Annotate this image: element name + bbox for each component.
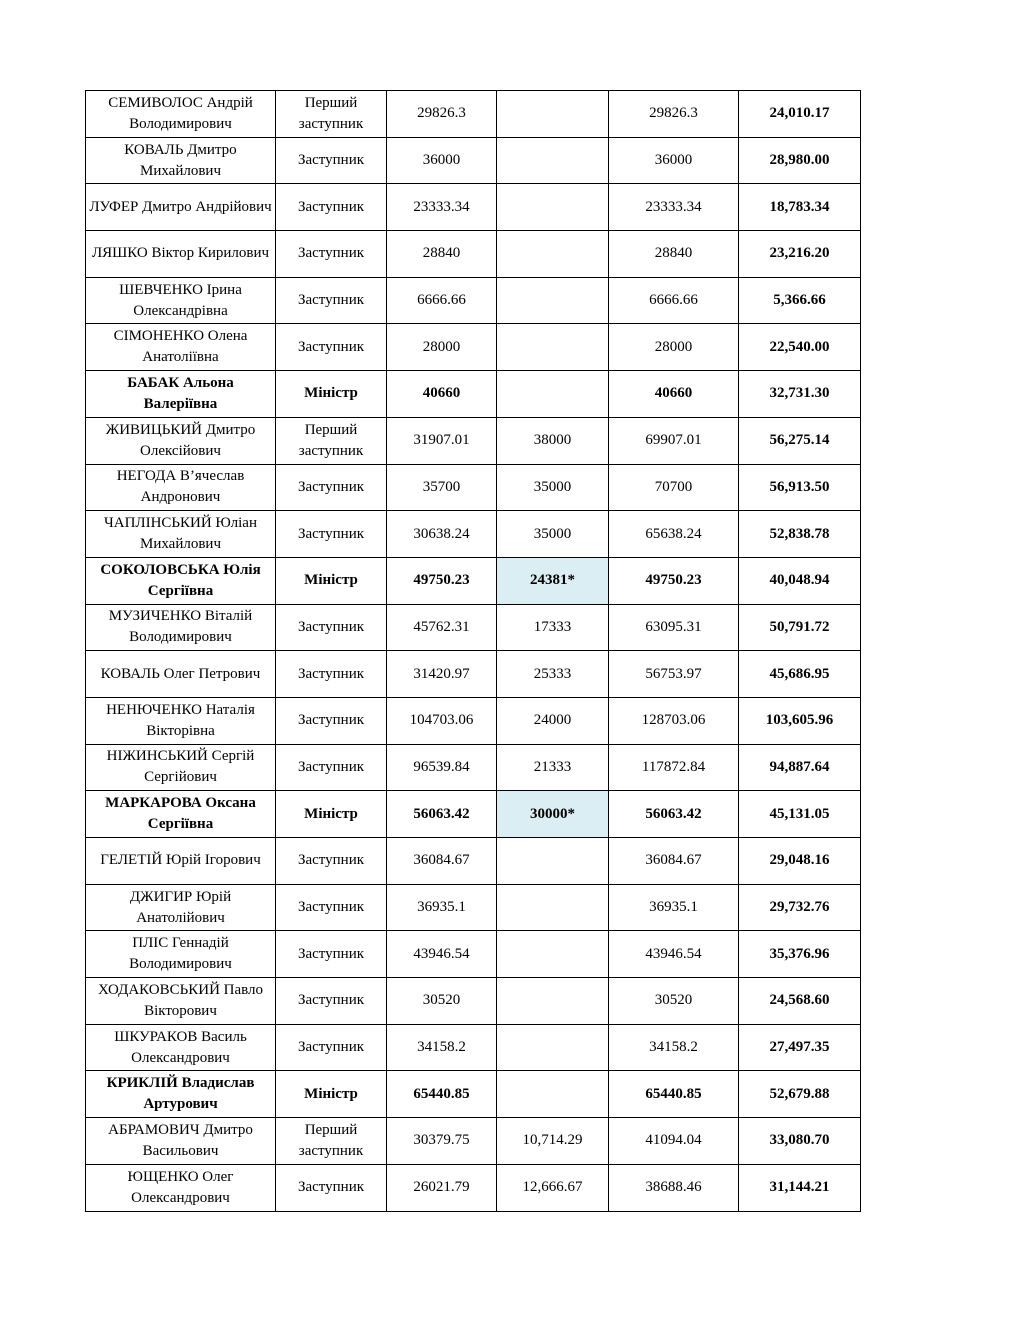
bonus-cell xyxy=(497,91,609,138)
table-row xyxy=(86,978,861,1025)
name-cell: СОКОЛОВСЬКА Юлія Сергіївна xyxy=(86,557,276,604)
total-cell: 49750.23 xyxy=(609,557,739,604)
table-row xyxy=(86,1071,861,1118)
name-cell: ШЕВЧЕНКО Ірина Олександрівна xyxy=(86,277,276,324)
name-cell: НІЖИНСЬКИЙ Сергій Сергійович xyxy=(86,744,276,791)
salary-cell: 30379.75 xyxy=(387,1118,497,1165)
table-row xyxy=(86,884,861,931)
table-row xyxy=(86,1164,861,1211)
salary-cell: 30520 xyxy=(387,978,497,1025)
total-cell: 63095.31 xyxy=(609,604,739,651)
bonus-cell: 10,714.29 xyxy=(497,1118,609,1165)
position-cell: Міністр xyxy=(276,371,387,418)
name-cell: АБРАМОВИЧ Дмитро Васильович xyxy=(86,1118,276,1165)
salary-cell: 96539.84 xyxy=(387,744,497,791)
position-cell: Міністр xyxy=(276,557,387,604)
position-cell: Заступник xyxy=(276,184,387,231)
salary-table-body xyxy=(86,91,861,1212)
name-cell: НЕНЮЧЕНКО Наталія Вікторівна xyxy=(86,697,276,744)
salary-cell: 65440.85 xyxy=(387,1071,497,1118)
net-amount-cell: 27,497.35 xyxy=(739,1024,861,1071)
net-amount-cell: 52,838.78 xyxy=(739,511,861,558)
total-cell: 65638.24 xyxy=(609,511,739,558)
net-amount-cell: 94,887.64 xyxy=(739,744,861,791)
net-amount-cell: 33,080.70 xyxy=(739,1118,861,1165)
table-row xyxy=(86,1024,861,1071)
position-cell: Заступник xyxy=(276,978,387,1025)
table-row xyxy=(86,651,861,698)
table-row xyxy=(86,91,861,138)
net-amount-cell: 35,376.96 xyxy=(739,931,861,978)
position-cell: Заступник xyxy=(276,231,387,278)
position-cell: Перший заступник xyxy=(276,417,387,464)
bonus-cell xyxy=(497,838,609,885)
salary-cell: 26021.79 xyxy=(387,1164,497,1211)
bonus-cell xyxy=(497,184,609,231)
total-cell: 28840 xyxy=(609,231,739,278)
name-cell: ПЛІС Геннадій Володимирович xyxy=(86,931,276,978)
name-cell: ШКУРАКОВ Василь Олександрович xyxy=(86,1024,276,1071)
bonus-cell xyxy=(497,1071,609,1118)
total-cell: 70700 xyxy=(609,464,739,511)
net-amount-cell: 40,048.94 xyxy=(739,557,861,604)
position-cell: Заступник xyxy=(276,884,387,931)
bonus-cell xyxy=(497,324,609,371)
name-cell: ЮЩЕНКО Олег Олександрович xyxy=(86,1164,276,1211)
net-amount-cell: 22,540.00 xyxy=(739,324,861,371)
net-amount-cell: 24,010.17 xyxy=(739,91,861,138)
table-row xyxy=(86,557,861,604)
position-cell: Заступник xyxy=(276,324,387,371)
total-cell: 30520 xyxy=(609,978,739,1025)
net-amount-cell: 56,275.14 xyxy=(739,417,861,464)
bonus-cell: 30000* xyxy=(497,791,609,838)
name-cell: КОВАЛЬ Дмитро Михайлович xyxy=(86,137,276,184)
net-amount-cell: 32,731.30 xyxy=(739,371,861,418)
bonus-cell xyxy=(497,884,609,931)
table-row xyxy=(86,137,861,184)
bonus-cell xyxy=(497,1024,609,1071)
bonus-cell xyxy=(497,978,609,1025)
bonus-cell: 17333 xyxy=(497,604,609,651)
salary-cell: 35700 xyxy=(387,464,497,511)
position-cell: Заступник xyxy=(276,651,387,698)
total-cell: 38688.46 xyxy=(609,1164,739,1211)
total-cell: 28000 xyxy=(609,324,739,371)
net-amount-cell: 29,048.16 xyxy=(739,838,861,885)
name-cell: ХОДАКОВСЬКИЙ Павло Вікторович xyxy=(86,978,276,1025)
position-cell: Заступник xyxy=(276,137,387,184)
table-row xyxy=(86,371,861,418)
total-cell: 128703.06 xyxy=(609,697,739,744)
net-amount-cell: 50,791.72 xyxy=(739,604,861,651)
bonus-cell: 25333 xyxy=(497,651,609,698)
salary-cell: 40660 xyxy=(387,371,497,418)
table-row xyxy=(86,277,861,324)
bonus-cell: 24381* xyxy=(497,557,609,604)
net-amount-cell: 56,913.50 xyxy=(739,464,861,511)
total-cell: 36084.67 xyxy=(609,838,739,885)
position-cell: Заступник xyxy=(276,931,387,978)
total-cell: 36935.1 xyxy=(609,884,739,931)
salary-cell: 34158.2 xyxy=(387,1024,497,1071)
net-amount-cell: 45,131.05 xyxy=(739,791,861,838)
position-cell: Заступник xyxy=(276,838,387,885)
total-cell: 34158.2 xyxy=(609,1024,739,1071)
table-row xyxy=(86,838,861,885)
position-cell: Заступник xyxy=(276,464,387,511)
net-amount-cell: 24,568.60 xyxy=(739,978,861,1025)
table-row xyxy=(86,417,861,464)
position-cell: Перший заступник xyxy=(276,91,387,138)
salary-cell: 36935.1 xyxy=(387,884,497,931)
total-cell: 65440.85 xyxy=(609,1071,739,1118)
position-cell: Заступник xyxy=(276,511,387,558)
salary-cell: 45762.31 xyxy=(387,604,497,651)
name-cell: ЛУФЕР Дмитро Андрійович xyxy=(86,184,276,231)
net-amount-cell: 31,144.21 xyxy=(739,1164,861,1211)
table-row xyxy=(86,791,861,838)
position-cell: Заступник xyxy=(276,277,387,324)
name-cell: ЛЯШКО Віктор Кирилович xyxy=(86,231,276,278)
table-row xyxy=(86,744,861,791)
position-cell: Заступник xyxy=(276,1024,387,1071)
name-cell: ЖИВИЦЬКИЙ Дмитро Олексійович xyxy=(86,417,276,464)
table-row xyxy=(86,464,861,511)
net-amount-cell: 45,686.95 xyxy=(739,651,861,698)
name-cell: СІМОНЕНКО Олена Анатоліївна xyxy=(86,324,276,371)
bonus-cell xyxy=(497,931,609,978)
bonus-cell: 24000 xyxy=(497,697,609,744)
name-cell: БАБАК Альона Валеріївна xyxy=(86,371,276,418)
total-cell: 56753.97 xyxy=(609,651,739,698)
salary-cell: 104703.06 xyxy=(387,697,497,744)
total-cell: 56063.42 xyxy=(609,791,739,838)
bonus-cell xyxy=(497,137,609,184)
total-cell: 117872.84 xyxy=(609,744,739,791)
salary-cell: 36084.67 xyxy=(387,838,497,885)
total-cell: 41094.04 xyxy=(609,1118,739,1165)
net-amount-cell: 5,366.66 xyxy=(739,277,861,324)
bonus-cell: 35000 xyxy=(497,511,609,558)
net-amount-cell: 23,216.20 xyxy=(739,231,861,278)
total-cell: 6666.66 xyxy=(609,277,739,324)
name-cell: ГЕЛЕТІЙ Юрій Ігорович xyxy=(86,838,276,885)
name-cell: ДЖИГИР Юрій Анатолійович xyxy=(86,884,276,931)
name-cell: КРИКЛІЙ Владислав Артурович xyxy=(86,1071,276,1118)
table-row xyxy=(86,511,861,558)
bonus-cell xyxy=(497,231,609,278)
total-cell: 43946.54 xyxy=(609,931,739,978)
net-amount-cell: 29,732.76 xyxy=(739,884,861,931)
table-row xyxy=(86,931,861,978)
name-cell: МУЗИЧЕНКО Віталій Володимирович xyxy=(86,604,276,651)
total-cell: 36000 xyxy=(609,137,739,184)
salary-cell: 49750.23 xyxy=(387,557,497,604)
salary-cell: 43946.54 xyxy=(387,931,497,978)
total-cell: 29826.3 xyxy=(609,91,739,138)
salary-cell: 23333.34 xyxy=(387,184,497,231)
salary-cell: 29826.3 xyxy=(387,91,497,138)
position-cell: Заступник xyxy=(276,604,387,651)
name-cell: МАРКАРОВА Оксана Сергіївна xyxy=(86,791,276,838)
total-cell: 69907.01 xyxy=(609,417,739,464)
table-row xyxy=(86,1118,861,1165)
name-cell: ЧАПЛІНСЬКИЙ Юліан Михайлович xyxy=(86,511,276,558)
bonus-cell: 35000 xyxy=(497,464,609,511)
salary-table xyxy=(85,90,861,1212)
position-cell: Перший заступник xyxy=(276,1118,387,1165)
net-amount-cell: 18,783.34 xyxy=(739,184,861,231)
salary-cell: 31907.01 xyxy=(387,417,497,464)
table-row xyxy=(86,184,861,231)
bonus-cell xyxy=(497,371,609,418)
salary-cell: 36000 xyxy=(387,137,497,184)
total-cell: 40660 xyxy=(609,371,739,418)
position-cell: Заступник xyxy=(276,1164,387,1211)
net-amount-cell: 52,679.88 xyxy=(739,1071,861,1118)
name-cell: НЕГОДА В’ячеслав Андронович xyxy=(86,464,276,511)
position-cell: Міністр xyxy=(276,791,387,838)
bonus-cell: 21333 xyxy=(497,744,609,791)
bonus-cell: 12,666.67 xyxy=(497,1164,609,1211)
position-cell: Міністр xyxy=(276,1071,387,1118)
bonus-cell xyxy=(497,277,609,324)
salary-cell: 28840 xyxy=(387,231,497,278)
table-row xyxy=(86,231,861,278)
position-cell: Заступник xyxy=(276,697,387,744)
salary-cell: 28000 xyxy=(387,324,497,371)
bonus-cell: 38000 xyxy=(497,417,609,464)
salary-cell: 56063.42 xyxy=(387,791,497,838)
name-cell: СЕМИВОЛОС Андрій Володимирович xyxy=(86,91,276,138)
table-row xyxy=(86,604,861,651)
salary-cell: 30638.24 xyxy=(387,511,497,558)
salary-cell: 31420.97 xyxy=(387,651,497,698)
name-cell: КОВАЛЬ Олег Петрович xyxy=(86,651,276,698)
net-amount-cell: 28,980.00 xyxy=(739,137,861,184)
table-row xyxy=(86,324,861,371)
total-cell: 23333.34 xyxy=(609,184,739,231)
table-row xyxy=(86,697,861,744)
position-cell: Заступник xyxy=(276,744,387,791)
salary-cell: 6666.66 xyxy=(387,277,497,324)
net-amount-cell: 103,605.96 xyxy=(739,697,861,744)
